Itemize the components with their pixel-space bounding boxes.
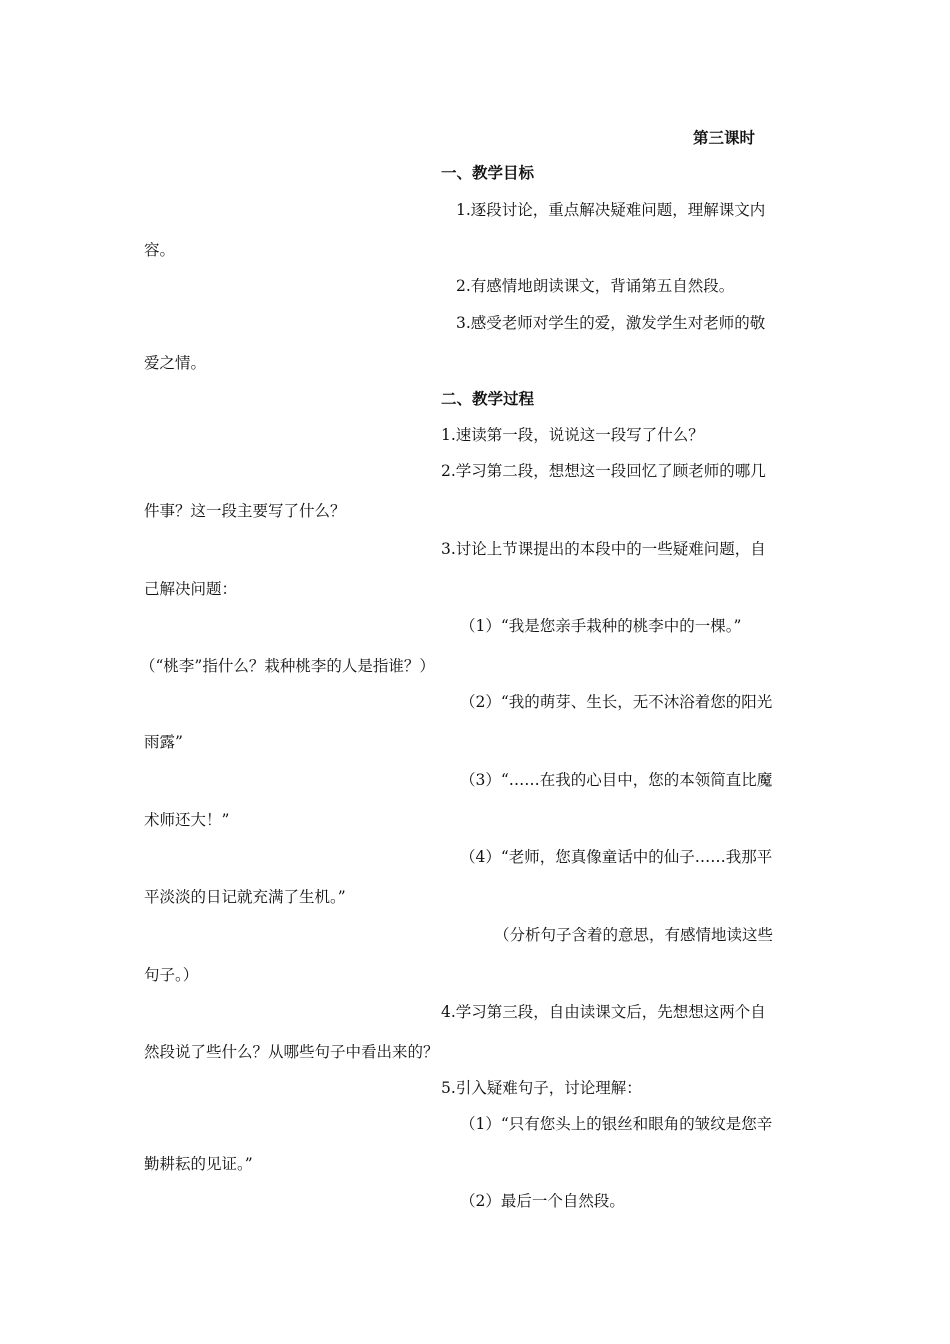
- question-2-line-2: 雨露”: [144, 733, 183, 751]
- question-3-line-1: （3）“……在我的心目中，您的本领简直比魔: [460, 771, 773, 789]
- process-3-line-2: 己解决问题：: [144, 580, 238, 598]
- objective-3-line-2: 爱之情。: [144, 354, 207, 372]
- analysis-note-line-1: （分析句子含着的意思，有感情地读这些: [494, 926, 774, 944]
- process-3-line-1: 3.讨论上节课提出的本段中的一些疑难问题，自: [441, 540, 766, 558]
- question-4-line-1: （4）“老师，您真像童话中的仙子……我那平: [460, 848, 773, 866]
- question-3-line-2: 术师还大！”: [144, 811, 230, 829]
- process-2-line-1: 2.学习第二段，想想这一段回忆了顾老师的哪几: [441, 462, 766, 480]
- lesson-title: 第三课时: [693, 128, 756, 147]
- question-2-line-1: （2）“我的萌芽、生长，无不沐浴着您的阳光: [460, 693, 773, 711]
- sentence-1-line-2: 勤耕耘的见证。”: [144, 1155, 253, 1173]
- process-4-line-1: 4.学习第三段，自由读课文后，先想想这两个自: [441, 1003, 766, 1021]
- question-1-line-1: （1）“我是您亲手栽种的桃李中的一棵。”: [460, 617, 742, 635]
- objective-2: 2.有感情地朗读课文，背诵第五自然段。: [456, 277, 735, 295]
- question-4-line-2: 平淡淡的日记就充满了生机。”: [144, 888, 346, 906]
- process-5: 5.引入疑难句子，讨论理解：: [441, 1079, 642, 1097]
- sentence-2: （2）最后一个自然段。: [460, 1192, 625, 1210]
- sentence-1-line-1: （1）“只有您头上的银丝和眼角的皱纹是您辛: [460, 1115, 773, 1133]
- question-1-line-2: （“桃李”指什么？栽种桃李的人是指谁？）: [140, 657, 435, 675]
- process-2-line-2: 件事？这一段主要写了什么？: [144, 502, 346, 520]
- section-heading-process: 二、教学过程: [441, 389, 535, 408]
- process-1: 1.速读第一段，说说这一段写了什么？: [441, 426, 704, 444]
- section-heading-objectives: 一、教学目标: [441, 163, 535, 182]
- objective-3-line-1: 3.感受老师对学生的爱，激发学生对老师的敬: [456, 314, 766, 332]
- process-4-line-2: 然段说了些什么？从哪些句子中看出来的？: [144, 1043, 439, 1061]
- analysis-note-line-2: 句子。）: [144, 966, 199, 984]
- objective-1-line-2: 容。: [144, 241, 176, 259]
- objective-1-line-1: 1.逐段讨论，重点解决疑难问题，理解课文内: [456, 201, 766, 219]
